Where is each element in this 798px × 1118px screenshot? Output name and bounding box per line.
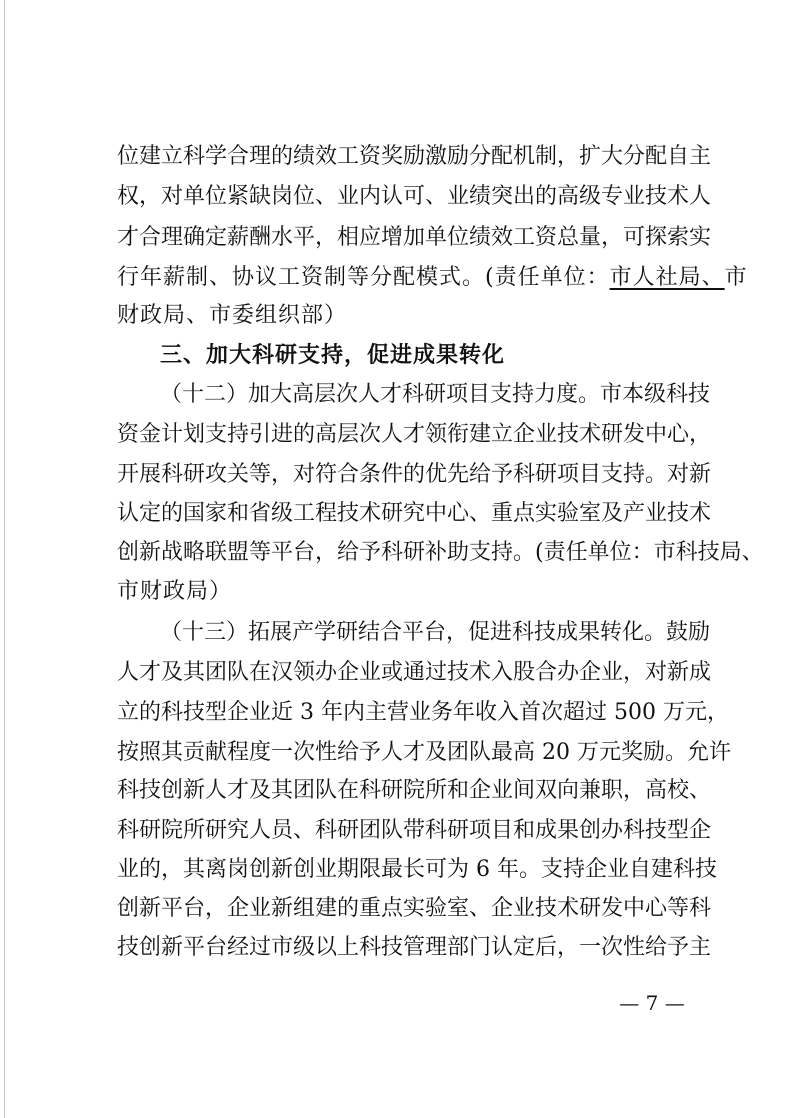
text-line: 立的科技型企业近 3 年内主营业务年收入首次超过 500 万元， <box>117 700 729 725</box>
text-line: 市财政局） <box>117 579 233 604</box>
text-line: 人才及其团队在汉领办企业或通过技术入股合办企业，对新成 <box>117 660 712 685</box>
text-line: 科技创新人才及其团队在科研院所和企业间双向兼职，高校、 <box>117 778 712 803</box>
text-line: 创新平台，企业新组建的重点实验室、企业技术研发中心等科 <box>117 896 712 921</box>
section-heading: 三、加大科研支持，促进成果转化 <box>160 343 506 368</box>
text-line: 财政局、市委组织部） <box>117 303 348 328</box>
text-line: 开展科研攻关等，对符合条件的优先给予科研项目支持。对新 <box>117 462 712 487</box>
text-line <box>117 262 748 294</box>
text-line: 权，对单位紧缺岗位、业内认可、业绩突出的高级专业技术人 <box>117 184 712 209</box>
text-line: 科研院所研究人员、科研团队带科研项目和成果创办科技型企 <box>117 818 712 843</box>
page-number: — 7 — <box>619 991 685 1015</box>
scan-edge-line <box>4 0 5 1118</box>
underlined-text: 市人社局、 <box>609 265 725 290</box>
text-line: 才合理确定薪酬水平，相应增加单位绩效工资总量，可探索实 <box>117 225 712 250</box>
text-segment: 市 <box>724 265 748 290</box>
text-line: 业的，其离岗创新创业期限最长可为 6 年。支持企业自建科技 <box>117 857 717 882</box>
text-line: 资金计划支持引进的高层次人才领衔建立企业技术研发中心， <box>117 422 712 447</box>
text-line: 创新战略联盟等平台，给予科研补助支持。(责任单位：市科技局、 <box>117 540 764 565</box>
text-line: 认定的国家和省级工程技术研究中心、重点实验室及产业技术 <box>117 501 712 526</box>
paragraph-first-line: （十三）拓展产学研结合平台，促进科技成果转化。鼓励 <box>160 620 711 645</box>
paragraph-first-line: （十二）加大高层次人才科研项目支持力度。市本级科技 <box>160 382 711 407</box>
text-line: 技创新平台经过市级以上科技管理部门认定后，一次性给予主 <box>117 935 712 960</box>
text-segment: 行年薪制、协议工资制等分配模式。(责任单位： <box>117 265 610 290</box>
text-line: 位建立科学合理的绩效工资奖励激励分配机制，扩大分配自主 <box>117 144 712 169</box>
text-line: 按照其贡献程度一次性给予人才及团队最高 20 万元奖励。允许 <box>117 740 731 765</box>
